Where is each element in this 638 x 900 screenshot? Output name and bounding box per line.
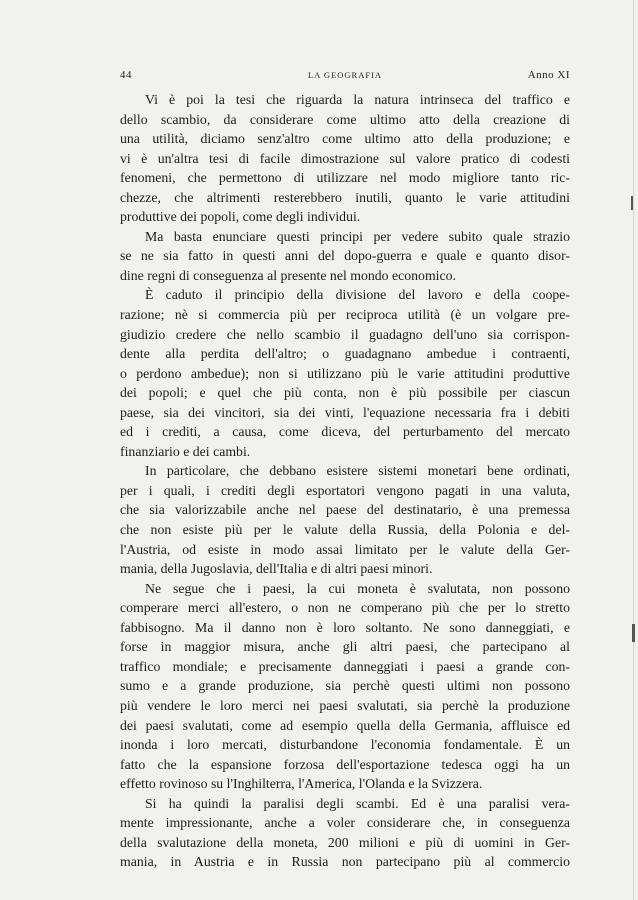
text-line: l'Austria, od esiste in modo assai limitato per le valute della Ger- <box>120 541 570 557</box>
text-line: vi è un'altra tesi di facile dimostrazione sul valore pratico di codesti <box>120 150 570 166</box>
running-header <box>120 69 570 85</box>
text-line: o perdono ambedue); non si utilizzano più le varie attitudini produttive <box>120 365 570 381</box>
journal-title: LA GEOGRAFIA <box>307 70 383 80</box>
page-number: 44 <box>120 69 132 81</box>
margin-mark-bottom <box>632 624 635 642</box>
text-line: traffico mondiale; e precisamente danneggiati i paesi a grande con- <box>120 658 570 674</box>
text-line: fabbisogno. Ma il danno non è loro soltanto. Ne sono danneggiati, e <box>120 619 570 635</box>
text-line: Ma basta enunciare questi principi per vedere subito quale strazio <box>145 228 570 244</box>
text-line: fenomeni, che permettono di utilizzare nel modo migliore tanto ric- <box>120 170 570 186</box>
text-line: della svalutazione della moneta, 200 milioni e più di uomini in Ger- <box>120 834 570 850</box>
body-text <box>120 90 570 872</box>
text-line: Si ha quindi la paralisi degli scambi. Ed è una paralisi vera- <box>145 795 570 811</box>
text-line: Ne segue che i paesi, la cui moneta è svalutata, non possono <box>145 580 570 596</box>
text-line: dine regni di conseguenza al presente nel mondo economico. <box>120 267 456 283</box>
volume-label: Anno XI <box>527 69 570 81</box>
text-line: mania, della Jugoslavia, dell'Italia e di altri paesi minori. <box>120 561 433 577</box>
text-line: una utilità, diciamo senz'altro come ultimo atto della produzione; e <box>120 131 570 147</box>
text-line: per i quali, i crediti degli esportatori vengono pagati in una valuta, <box>120 482 570 498</box>
text-line: fatto che la espansione forzosa dell'esportazione tedesca oggi ha un <box>120 756 570 772</box>
text-line: paese, sia dei vincitori, sia dei vinti, l'equazione necessaria fra i debiti <box>120 404 570 420</box>
text-line: razione; nè si commercia più per reciproca utilità (è un volgare pre- <box>120 307 570 323</box>
text-line: comperare merci all'estero, o non ne comperano più che per lo stretto <box>120 600 570 616</box>
text-line: chezze, che altrimenti resterebbero inutili, quanto le varie attitudini <box>120 189 570 205</box>
text-line: produttive dei popoli, come degli individui. <box>120 209 361 225</box>
text-line: giudizio credere che nello scambio il guadagno dell'uno sia corrispon- <box>120 326 570 342</box>
text-line: In particolare, che debbano esistere sistemi monetari bene ordinati, <box>145 463 570 479</box>
text-line: ed i crediti, a causa, come diceva, del perturbamento del mercato <box>120 424 570 440</box>
margin-mark-top <box>631 196 633 210</box>
text-line: più vendere le loro merci nei paesi svalutati, sia perchè la produzione <box>120 697 570 713</box>
text-line: È caduto il principio della divisione del lavoro e della coope- <box>145 287 570 303</box>
text-line: se ne sia fatto in questi anni del dopo-guerra e quale e quanto disor- <box>120 248 570 264</box>
text-line: dei paesi svalutati, come ad esempio quella della Germania, affluisce ed <box>120 717 570 733</box>
text-line: Vi è poi la tesi che riguarda la natura intrinseca del traffico e <box>145 92 570 107</box>
text-line: dei popoli; e quel che più conta, non è più possibile per ciascun <box>120 385 570 401</box>
text-line: mania, in Austria e in Russia non partecipano più al commercio <box>120 854 570 870</box>
text-line: sumo e a grande produzione, sia perchè questi ultimi non possono <box>120 678 570 694</box>
text-line: che sia valorizzabile anche nel paese del destinatario, è una premessa <box>120 502 570 518</box>
text-line: dello scambio, da considerare come ultimo atto della creazione di <box>120 111 570 127</box>
text-line: che non esiste più per le valute della Russia, della Polonia e del- <box>120 522 570 538</box>
text-line: forse in maggior misura, anche gli altri paesi, che partecipano al <box>120 639 570 655</box>
page-edge <box>633 0 634 900</box>
text-line: inonda i loro mercati, disturbandone l'economia fondamentale. È un <box>120 737 570 753</box>
text-line: mente impressionante, anche a voler considerare che, in conseguenza <box>120 815 570 831</box>
text-line: dente alla perdita dell'altro; o guadagnano ambedue i contraenti, <box>120 346 570 362</box>
text-line: finanziario e dei cambi. <box>120 443 251 459</box>
text-line: effetto rovinoso su l'Inghilterra, l'America, l'Olanda e la Svizzera. <box>120 776 483 792</box>
